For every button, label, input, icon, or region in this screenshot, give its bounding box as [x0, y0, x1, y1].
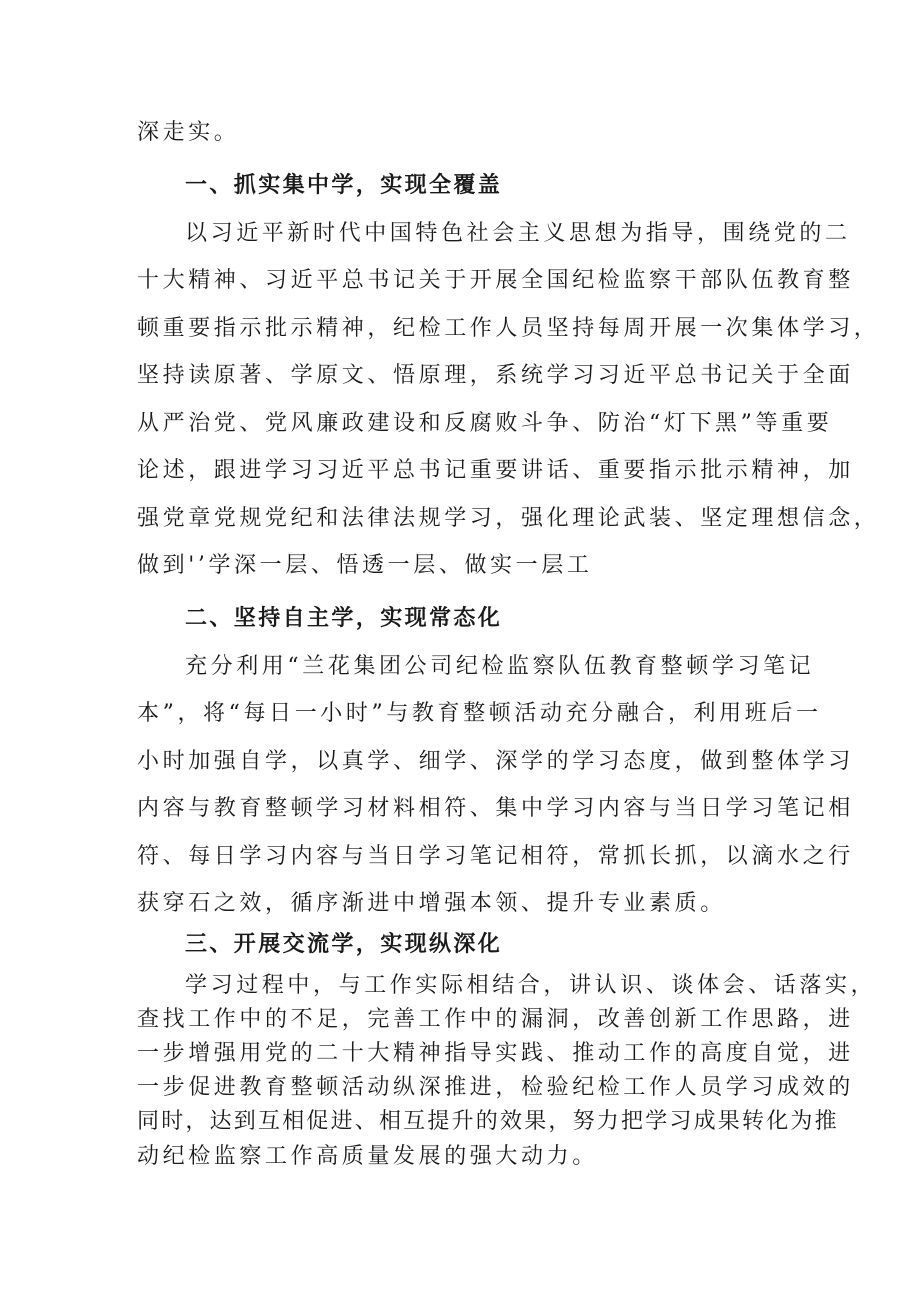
paragraph-line: 充分利用“兰花集团公司纪检监察队伍教育整顿学习笔记 [185, 654, 815, 679]
paragraph-line: 做到'’学深一层、悟透一层、做实一层工 [137, 553, 593, 578]
section-heading-1: 一、抓实集中学，实现全覆盖 [185, 173, 503, 198]
section-heading-3: 三、开展交流学，实现纵深化 [185, 932, 503, 957]
paragraph-line: 小时加强自学，以真学、细学、深学的学习态度，做到整体学习 [137, 749, 854, 774]
section-heading-2: 二、坚持自主学，实现常态化 [185, 606, 503, 631]
paragraph-line: 强党章党规党纪和法律法规学习，强化理论武装、坚定理想信念， [137, 506, 880, 531]
paragraph-line: 以习近平新时代中国特色社会主义思想为指导，围绕党的二 [185, 221, 851, 246]
paragraph-line: 动纪检监察工作高质量发展的强大动力。 [137, 1144, 598, 1169]
paragraph-line: 同时，达到互相促进、相互提升的效果，努力把学习成果转化为推 [137, 1109, 839, 1134]
paragraph-line: 深走实。 [137, 120, 240, 145]
paragraph-line: 十大精神、习近平总书记关于开展全国纪检监察干部队伍教育整 [137, 268, 854, 293]
paragraph-line: 从严治党、党风廉政建设和反腐败斗争、防治“灯下黑”等重要 [137, 411, 833, 436]
paragraph-line: 本”，将“每日一小时”与教育整顿活动充分融合，利用班后一 [137, 701, 822, 726]
paragraph-line: 查找工作中的不足，完善工作中的漏洞，改善创新工作思路，进 [137, 1007, 854, 1032]
paragraph-line: 一步促进教育整顿活动纵深推进，检验纪检工作人员学习成效的 [137, 1075, 854, 1100]
paragraph-line: 符、每日学习内容与当日学习笔记相符，常抓长抓，以滴水之行 [137, 844, 854, 869]
paragraph-line: 坚持读原著、学原文、悟原理，系统学习习近平总书记关于全面 [137, 363, 854, 388]
paragraph-line: 获穿石之效，循序渐进中增强本领、提升专业素质。 [137, 891, 726, 916]
paragraph-line: 顿重要指示批示精神，纪检工作人员坚持每周开展一次集体学习， [137, 316, 880, 341]
paragraph-line: 内容与教育整顿学习材料相符、集中学习内容与当日学习笔记相 [137, 796, 854, 821]
paragraph-line: 一步增强用党的二十大精神指导实践、推动工作的高度自觉，进 [137, 1041, 854, 1066]
paragraph-line: 学习过程中，与工作实际相结合，讲认识、谈体会、话落实， [185, 973, 877, 998]
paragraph-line: 论述，跟进学习习近平总书记重要讲话、重要指示批示精神，加 [137, 458, 854, 483]
